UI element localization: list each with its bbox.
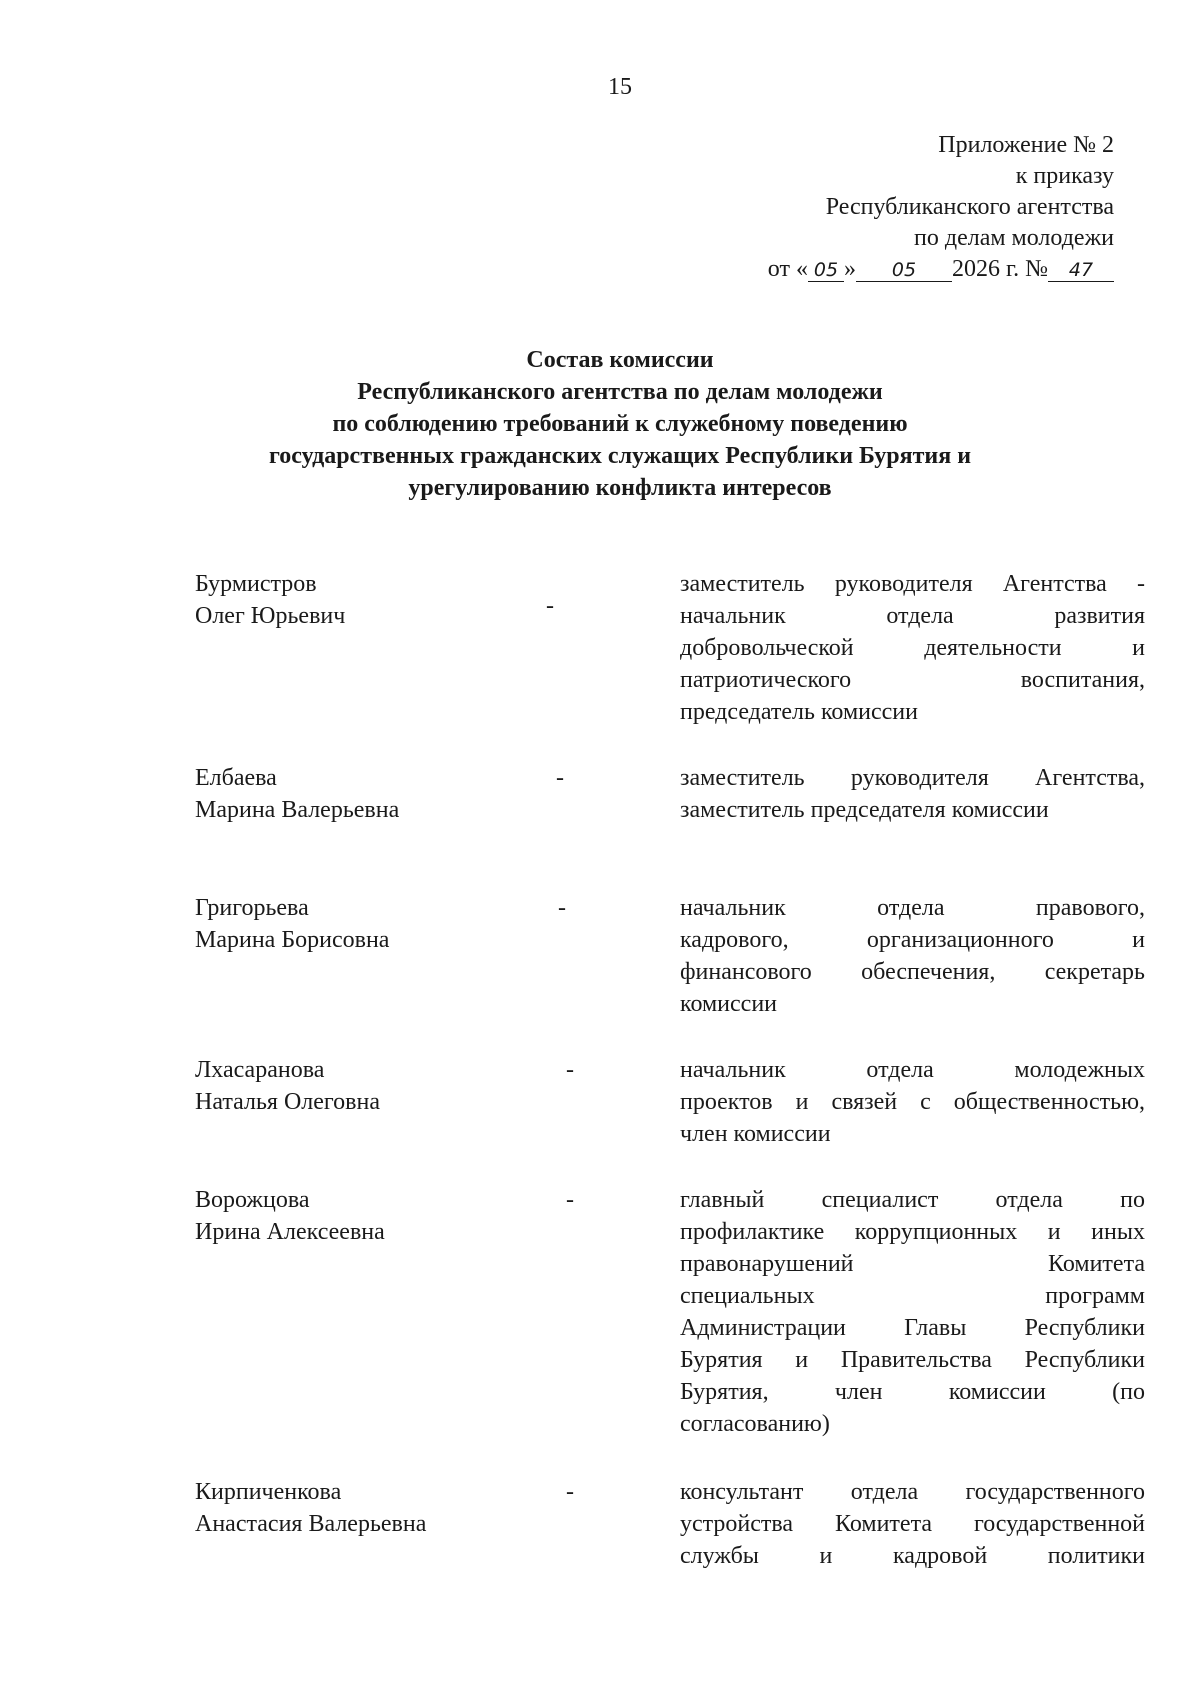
member-surname: Григорьева — [195, 895, 309, 921]
member-dash: - — [558, 895, 566, 921]
member-given-names: Ирина Алексеевна — [195, 1219, 385, 1245]
title-line-4: государственных гражданских служащих Республики Бурятия и — [268, 443, 972, 469]
title-line-3: по соблюдению требований к служебному поведению — [332, 411, 908, 437]
role-line: начальник отдела правового, — [680, 895, 1145, 921]
role-line: проектов и связей с общественностью, — [680, 1089, 1145, 1115]
role-line: кадрового, организационного и — [680, 927, 1145, 953]
role-line: Бурятия и Правительства Республики — [680, 1347, 1145, 1373]
member-surname: Лхасаранова — [195, 1057, 325, 1083]
date-prefix: от « — [767, 256, 808, 282]
member-surname: Кирпиченкова — [195, 1479, 342, 1505]
role-line: согласованию) — [680, 1411, 830, 1437]
title-line-5: урегулированию конфликта интересов — [408, 475, 832, 501]
role-line: председатель комиссии — [680, 699, 918, 725]
title-line-1: Состав комиссии — [526, 347, 714, 373]
member-given-names: Олег Юрьевич — [195, 603, 346, 629]
handwritten-month: 05 — [856, 259, 952, 282]
role-line: Администрации Главы Республики — [680, 1315, 1145, 1341]
member-name — [195, 892, 535, 956]
member-name — [195, 1476, 535, 1540]
member-name — [195, 1054, 535, 1118]
role-line: заместитель руководителя Агентства - — [680, 571, 1145, 597]
appendix-to-order: к приказу — [1015, 163, 1114, 189]
member-name — [195, 762, 535, 826]
member-name — [195, 568, 535, 632]
role-line: начальник отдела молодежных — [680, 1057, 1145, 1083]
page-number: 15 — [608, 74, 632, 100]
appendix-date-line — [768, 254, 1114, 285]
member-name — [195, 1184, 535, 1248]
member-dash: - — [546, 593, 554, 619]
date-mid: » — [843, 256, 856, 282]
role-line: комиссии — [680, 991, 778, 1017]
member-role — [680, 762, 1145, 826]
member-role — [680, 1476, 1145, 1572]
role-line: правонарушений Комитета — [680, 1251, 1145, 1277]
member-role — [680, 892, 1145, 1020]
member-surname: Елбаева — [195, 765, 277, 791]
role-line: Бурятия, член комиссии (по — [680, 1379, 1145, 1405]
member-surname: Бурмистров — [195, 571, 317, 597]
role-line: финансового обеспечения, секретарь — [680, 959, 1145, 985]
member-given-names: Наталья Олеговна — [195, 1089, 381, 1115]
role-line: заместитель председателя комиссии — [680, 797, 1049, 823]
member-given-names: Марина Валерьевна — [195, 797, 400, 823]
appendix-label: Приложение № 2 — [938, 132, 1114, 158]
document-title — [0, 344, 1200, 504]
appendix-agency: Республиканского агентства — [825, 194, 1114, 220]
member-surname: Ворожцова — [195, 1187, 310, 1213]
role-line: начальник отдела развития — [680, 603, 1145, 629]
appendix-agency-scope: по делам молодежи — [914, 225, 1114, 251]
member-dash: - — [566, 1479, 574, 1505]
member-role — [680, 1054, 1145, 1150]
role-line: заместитель руководителя Агентства, — [680, 765, 1145, 791]
member-role — [680, 1184, 1145, 1440]
role-line: член комиссии — [680, 1121, 831, 1147]
member-dash: - — [566, 1057, 574, 1083]
role-line: службы и кадровой политики — [680, 1543, 1145, 1569]
role-line: добровольческой деятельности и — [680, 635, 1145, 661]
title-line-2: Республиканского агентства по делам молодежи — [357, 379, 883, 405]
appendix-header — [768, 130, 1114, 285]
role-line: главный специалист отдела по — [680, 1187, 1145, 1213]
role-line: патриотического воспитания, — [680, 667, 1145, 693]
handwritten-order-number: 47 — [1048, 259, 1114, 282]
role-line: устройства Комитета государственной — [680, 1511, 1145, 1537]
member-given-names: Марина Борисовна — [195, 927, 390, 953]
role-line: консультант отдела государственного — [680, 1479, 1145, 1505]
role-line: специальных программ — [680, 1283, 1145, 1309]
member-dash: - — [566, 1187, 574, 1213]
member-given-names: Анастасия Валерьевна — [195, 1511, 427, 1537]
date-year: 2026 г. № — [951, 256, 1048, 282]
member-dash: - — [556, 765, 564, 791]
role-line: профилактике коррупционных и иных — [680, 1219, 1145, 1245]
member-role — [680, 568, 1145, 728]
handwritten-day: 05 — [808, 259, 844, 282]
